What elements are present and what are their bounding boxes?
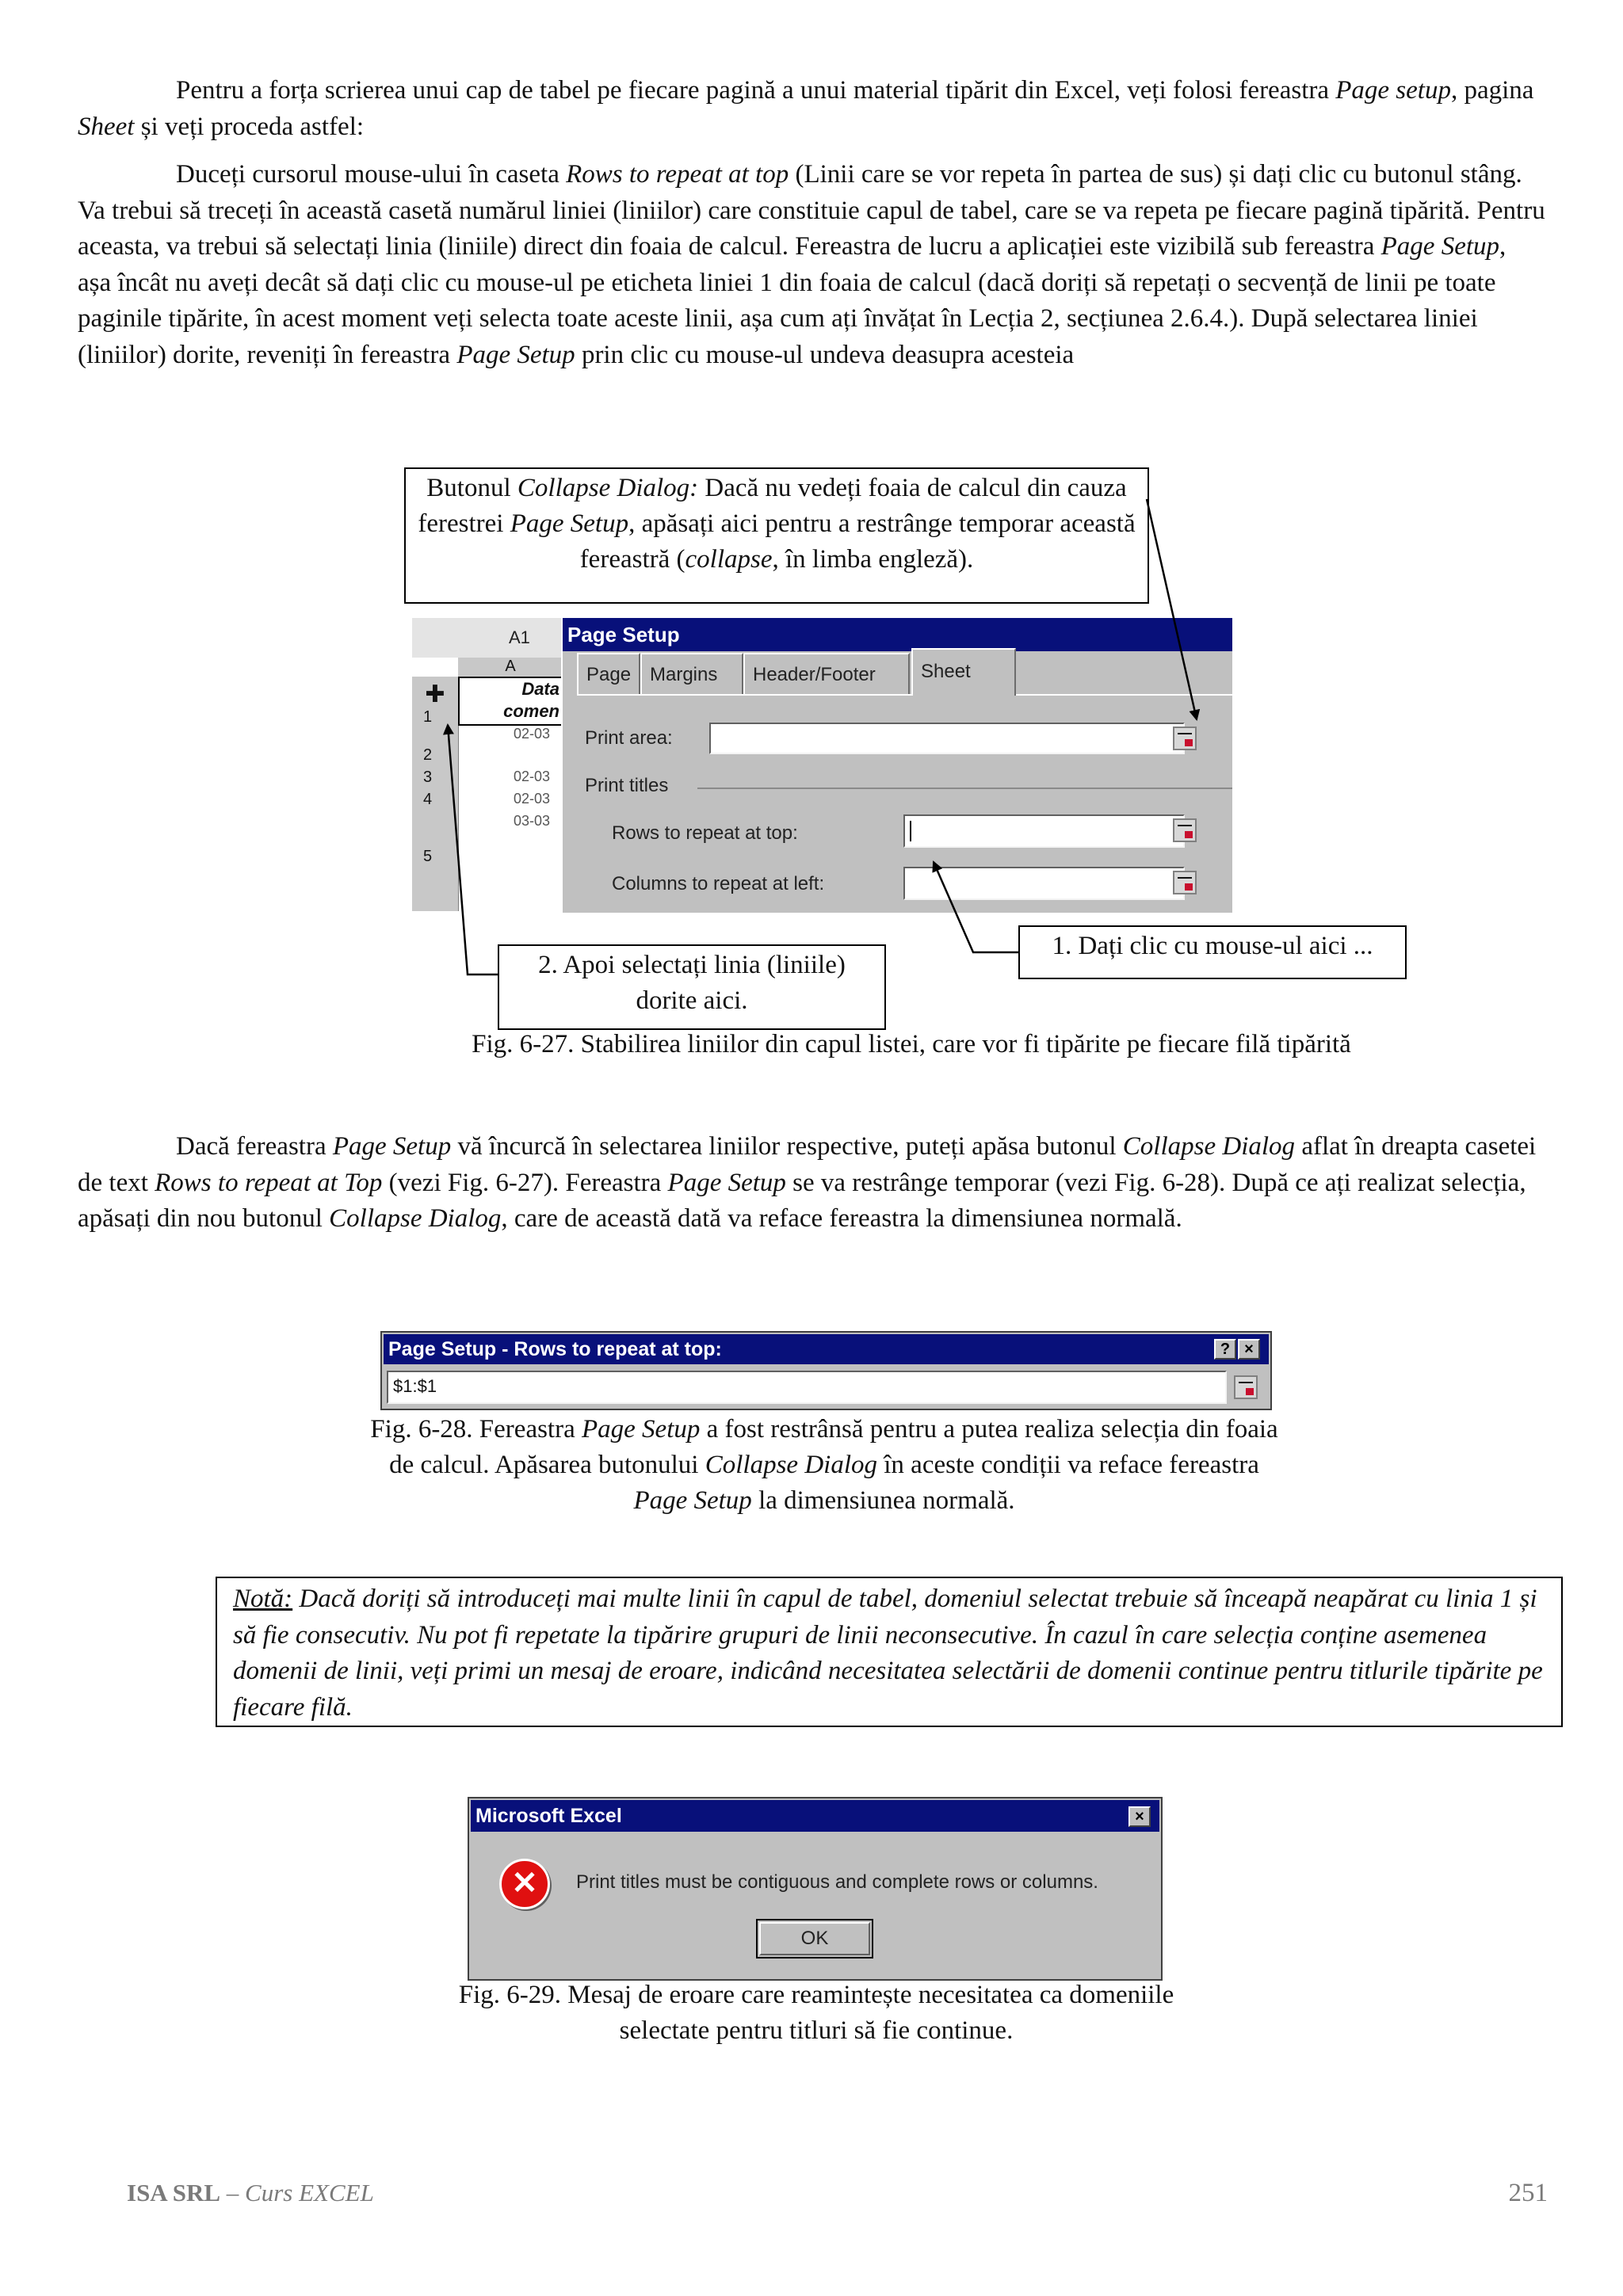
caption-em: Page Setup <box>582 1415 701 1444</box>
callout-click-here <box>1018 925 1407 979</box>
row-select-cursor-icon: ✚ <box>425 681 445 707</box>
intro-text: Duceți cursorul mouse-ului în caseta <box>176 160 567 189</box>
row-header-5[interactable]: 5 <box>423 848 433 865</box>
page-number: 251 <box>1508 2179 1548 2207</box>
figure-6-29-caption: Fig. 6-29. Mesaj de eroare care reamintește necesitatea ca domeniile selectate pentru titluri să fie continue. <box>458 1981 1174 2045</box>
intro-em-page-setup: Page Setup <box>456 340 575 369</box>
help-button[interactable] <box>1214 1339 1236 1360</box>
tab-label: Margins <box>650 664 718 685</box>
collapse-dialog-button[interactable] <box>1173 727 1197 750</box>
footer-course-name: Curs EXCEL <box>245 2179 374 2206</box>
error-dialog-titlebar[interactable] <box>471 1800 1159 1832</box>
formula-bar <box>412 618 563 658</box>
cell-value: 02-03 <box>514 726 551 742</box>
callout-text: 2. Apoi selectați linia (liniile) dorite aici. <box>538 951 846 1015</box>
callout-collapse-dialog <box>404 467 1149 604</box>
columns-to-repeat-label: Columns to repeat at left: <box>612 873 825 894</box>
group-divider <box>697 788 1232 789</box>
name-box[interactable]: A1 <box>509 627 530 647</box>
intro-em-page-setup: Page setup <box>1335 76 1451 105</box>
row-header-3[interactable]: 3 <box>423 769 433 786</box>
caption-text: la dimensiunea normală. <box>751 1486 1015 1515</box>
cell-value: 02-03 <box>514 791 551 807</box>
callout-text: , apăsați aici pentru a restrânge temporar această fereastră ( <box>579 509 1136 574</box>
caption-em: Page Setup <box>633 1486 752 1515</box>
restore-dialog-button[interactable] <box>1234 1375 1258 1399</box>
caption-text: în aceste condiții va reface fereastra <box>877 1451 1259 1479</box>
header-cell-line: Data <box>521 679 559 699</box>
note-label: Notă: <box>233 1585 293 1613</box>
body-text: vă încurcă în selectarea liniilor respective, puteți apăsa butonul <box>451 1132 1123 1161</box>
row-header-4[interactable]: 4 <box>423 791 433 808</box>
error-icon: ✕ <box>499 1859 550 1909</box>
intro-paragraph-1 <box>78 73 1545 145</box>
tab-header-footer[interactable] <box>743 653 910 694</box>
body-em: Page Setup <box>667 1168 786 1197</box>
rows-to-repeat-label: Rows to repeat at top: <box>612 822 798 844</box>
text-caret <box>910 821 911 841</box>
body-text: Dacă fereastra <box>176 1132 333 1161</box>
header-cell-line: comen <box>503 701 559 721</box>
dialog-title: Page Setup <box>567 623 680 646</box>
error-dialog <box>468 1797 1163 1981</box>
help-icon: ? <box>1220 1341 1231 1358</box>
footer-course <box>127 2179 374 2207</box>
ok-label: OK <box>800 1928 829 1949</box>
tab-label: Sheet <box>921 661 971 682</box>
column-header-label: A <box>505 658 516 675</box>
row-header-2[interactable]: 2 <box>423 746 433 764</box>
print-area-label: Print area: <box>585 727 673 749</box>
intro-text: , pagina <box>1450 76 1534 105</box>
spreadsheet-fragment <box>412 618 563 911</box>
intro-text: și veți proceda astfel: <box>134 112 365 141</box>
column-header-a[interactable] <box>458 658 563 677</box>
caption-em: Collapse Dialog <box>705 1451 877 1479</box>
callout-text: , în limba engleză). <box>772 545 974 574</box>
intro-em-rows: Rows to repeat at top <box>566 160 789 189</box>
callout-text: 1. Dați clic cu mouse-ul aici ... <box>1052 932 1373 960</box>
rows-range-input[interactable] <box>387 1371 1227 1404</box>
body-text: (vezi Fig. 6-27). Fereastra <box>382 1168 668 1197</box>
note-text: Dacă doriți să introduceți mai multe linii în capul de tabel, domeniul selectat trebuie să înceapă neapărat cu linia 1 și să fie consecutiv. Nu pot fi repetate la tipărire grupuri de linii neconsecutive. În cazul în care selecția conține asemenea domenii de linii, veți primi un mesaj de eroare, indicând necesitatea selectării de domenii continue pentru titlurile tipărite pe fiecare filă. <box>233 1585 1543 1722</box>
header-cell-a1[interactable] <box>458 677 563 726</box>
tab-page[interactable] <box>577 653 640 694</box>
tab-sheet[interactable] <box>911 648 1016 696</box>
error-message: Print titles must be contiguous and complete rows or columns. <box>576 1871 1098 1893</box>
collapse-dialog-button[interactable] <box>1173 818 1197 842</box>
tab-label: Page <box>586 664 632 685</box>
caption-text: Fig. 6-28. Fereastra <box>370 1415 582 1444</box>
cell-value: 02-03 <box>514 769 551 784</box>
callout-text: Dacă nu vedeți foaia de calcul din cauza ferestrei <box>418 474 1127 538</box>
callout-em: collapse <box>685 545 773 574</box>
cell-value: 03-03 <box>514 813 551 829</box>
intro-em-sheet: Sheet <box>78 112 135 141</box>
columns-to-repeat-input[interactable] <box>903 867 1185 900</box>
body-em: Rows to repeat at Top <box>155 1168 383 1197</box>
callout-em: Collapse Dialog: <box>517 474 699 502</box>
page-setup-dialog <box>561 618 1232 913</box>
callout-select-rows <box>498 944 886 1030</box>
collapsed-dialog-title: Page Setup - Rows to repeat at top: <box>388 1338 722 1360</box>
close-icon: × <box>1135 1808 1144 1825</box>
body-em: Collapse Dialog <box>1122 1132 1296 1161</box>
rows-to-repeat-input[interactable] <box>903 814 1185 848</box>
body-em: Page Setup <box>332 1132 452 1161</box>
body-paragraph-2 <box>78 1129 1545 1238</box>
close-button[interactable] <box>1238 1339 1260 1360</box>
intro-text: Pentru a forța scrierea unui cap de tabel pe fiecare pagină a unui material tipărit din Excel, veți folosi fereastra <box>176 76 1336 105</box>
body-text: se va restrânge temporar (vezi Fig. 6-28). După ce ați realizat selecția, apăsați din nou butonul <box>78 1168 1526 1233</box>
intro-em-page-setup: Page Setup <box>1381 232 1500 261</box>
intro-text: (Linii care se vor repeta în partea de sus) și dați clic cu butonul stâng. Va trebui să treceți în această casetă numărul liniei (liniilor) care constituie capul de tabel, care se va repeta pe fiecare pagină tipărită. Pentru aceasta, va trebui să selectați linia (liniile) direct din foaia de calcul. Fereastra de lucru a aplicației este vizibilă sub fereastra <box>78 160 1545 261</box>
figure-6-28-caption <box>365 1412 1284 1519</box>
body-text: , care de această dată va reface fereastra la dimensiunea normală. <box>501 1204 1182 1233</box>
figure-6-27-caption: Fig. 6-27. Stabilirea liniilor din capul listei, care vor fi tipărite pe fiecare filă tipărită <box>472 1030 1351 1058</box>
print-titles-label: Print titles <box>585 775 669 796</box>
callout-em: Page Setup <box>510 509 629 538</box>
range-value: $1:$1 <box>393 1376 437 1396</box>
collapsed-dialog-titlebar[interactable] <box>384 1334 1269 1364</box>
note-box <box>216 1577 1563 1727</box>
row-header-1[interactable]: 1 <box>423 708 433 726</box>
error-dialog-title: Microsoft Excel <box>475 1805 622 1827</box>
tab-label: Header/Footer <box>753 664 876 685</box>
intro-text: , așa încât nu aveți decât să dați clic cu mouse-ul pe eticheta liniei 1 din foaia de calcul (dacă doriți să repetați o secvență de linii pe toate paginile tipărite, în acest moment veți selecta toate aceste linii, așa cum ați învățat în Lecția 2, secțiunea 2.6.4.). După selectarea liniei (liniilor) dorite, reveniți în fereastra <box>78 232 1507 369</box>
collapsed-dialog <box>380 1331 1272 1410</box>
callout-text: Butonul <box>426 474 517 502</box>
tab-margins[interactable] <box>640 653 743 694</box>
ok-button[interactable] <box>756 1919 873 1958</box>
collapse-dialog-button[interactable] <box>1173 871 1197 894</box>
close-icon: × <box>1244 1341 1254 1358</box>
footer-company: ISA SRL <box>127 2179 221 2206</box>
tab-divider <box>577 694 1232 696</box>
body-text: aflat în dreapta casetei de text <box>78 1132 1537 1197</box>
intro-paragraph-2 <box>78 157 1545 373</box>
intro-text: prin clic cu mouse-ul undeva deasupra acesteia <box>575 340 1075 369</box>
print-area-input[interactable] <box>709 723 1185 754</box>
footer-separator: – <box>220 2179 246 2206</box>
body-em: Collapse Dialog <box>329 1204 502 1233</box>
dialog-titlebar[interactable] <box>563 618 1232 651</box>
close-button[interactable] <box>1128 1806 1151 1827</box>
caption-text: a fost restrânsă pentru a putea realiza selecția din foaia de calcul. Apăsarea butonului <box>389 1415 1278 1479</box>
